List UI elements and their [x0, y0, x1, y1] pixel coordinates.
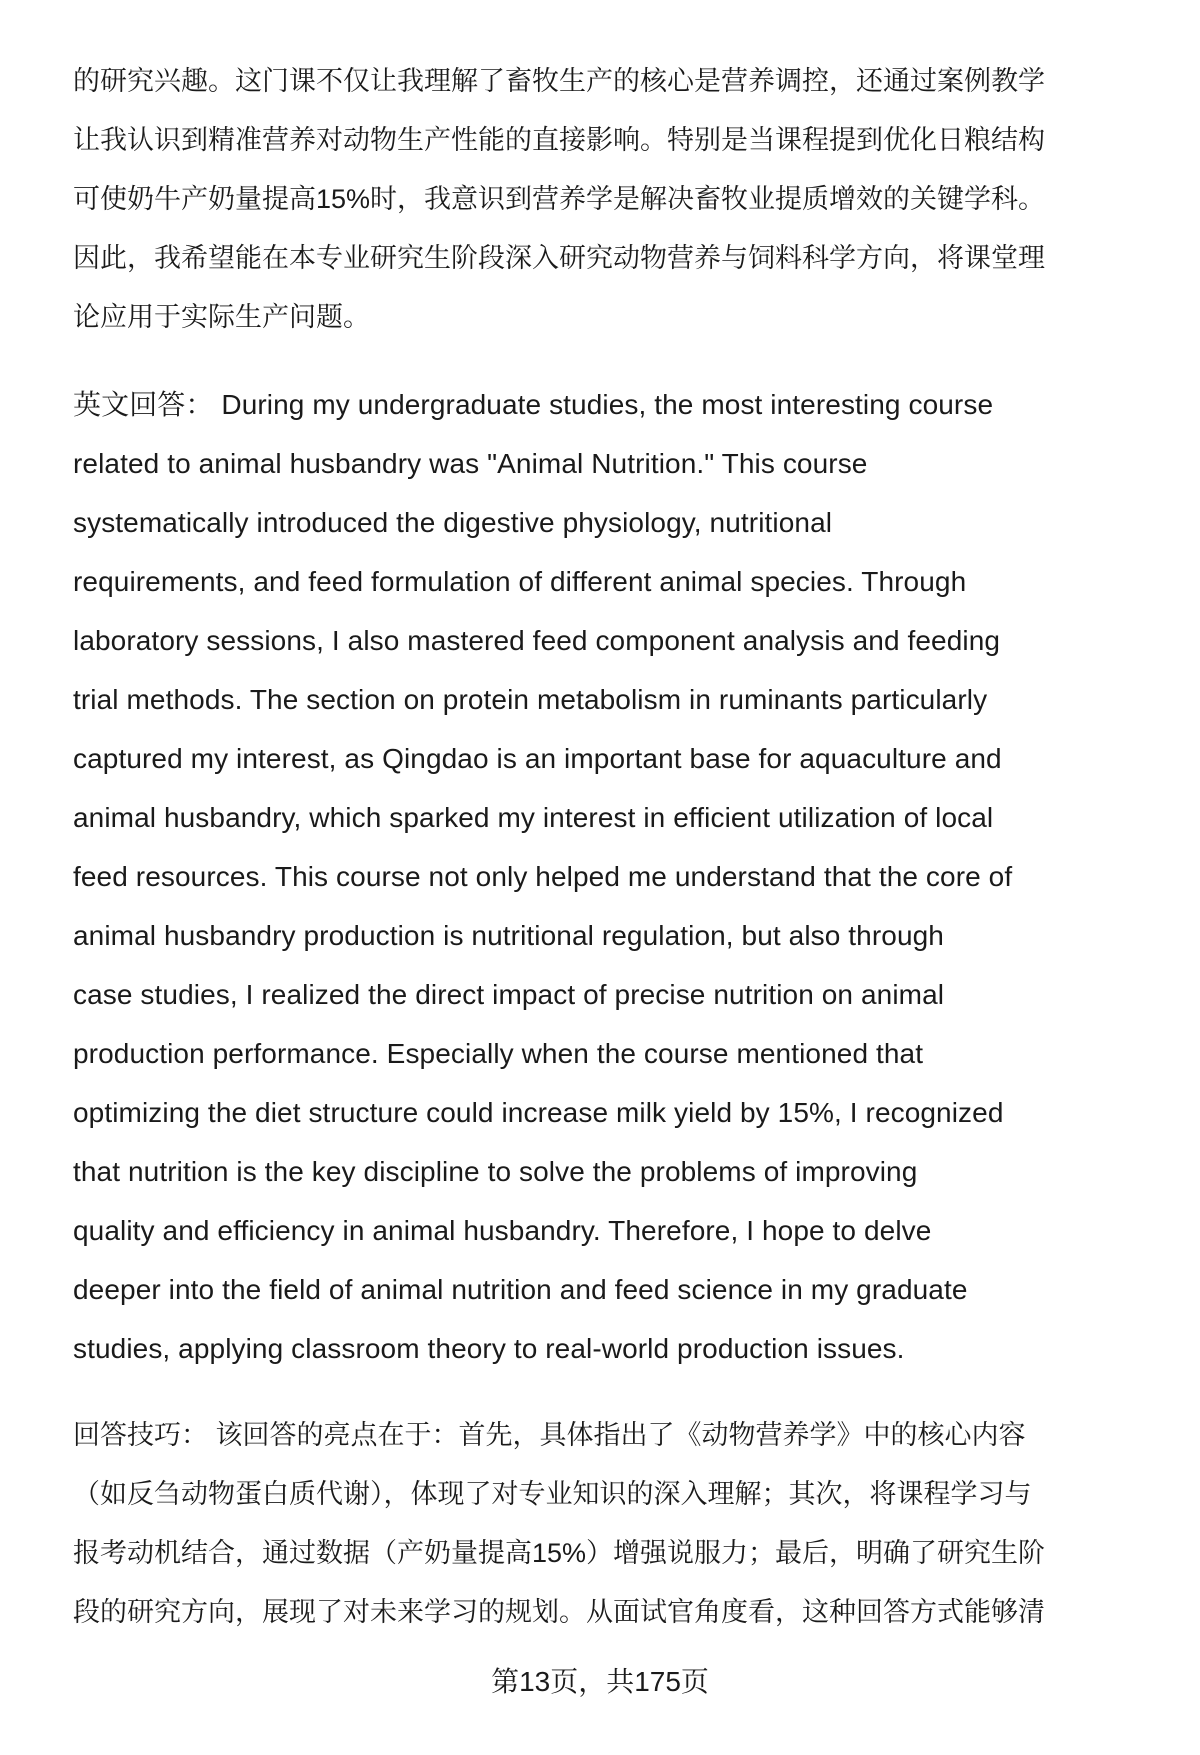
- text-line: animal husbandry, which sparked my interest in efficient utilization of local: [73, 802, 994, 833]
- text-line: trial methods. The section on protein metabolism in ruminants particularly: [73, 684, 988, 715]
- text-line: optimizing the diet structure could increase milk yield by 15%, I recognized: [73, 1097, 1004, 1128]
- text-line: captured my interest, as Qingdao is an important base for aquaculture and: [73, 743, 1002, 774]
- text-line: related to animal husbandry was "Animal Nutrition." This course: [73, 448, 868, 479]
- text-line: 段的研究方向，展现了对未来学习的规划。从面试官角度看，这种回答方式能够清: [73, 1597, 1045, 1627]
- text-line: 回答技巧： 该回答的亮点在于：首先，具体指出了《动物营养学》中的核心内容: [73, 1420, 1026, 1450]
- text-line: requirements, and feed formulation of different animal species. Through: [73, 566, 967, 597]
- english-answer-paragraph: [73, 375, 1143, 1378]
- text-line: deeper into the field of animal nutrition and feed science in my graduate: [73, 1274, 968, 1305]
- text-line: 报考动机结合，通过数据（产奶量提高15%）增强说服力；最后，明确了研究生阶: [73, 1538, 1046, 1568]
- text-line: quality and efficiency in animal husbandry. Therefore, I hope to delve: [73, 1215, 932, 1246]
- text-line: systematically introduced the digestive physiology, nutritional: [73, 507, 833, 538]
- text-line: 因此，我希望能在本专业研究生阶段深入研究动物营养与饲料科学方向，将课堂理: [73, 243, 1045, 273]
- chinese-answer-paragraph: [73, 52, 1143, 347]
- text-line: feed resources. This course not only helped me understand that the core of: [73, 861, 1013, 892]
- text-line: animal husbandry production is nutritional regulation, but also through: [73, 920, 944, 951]
- text-line: studies, applying classroom theory to real-world production issues.: [73, 1333, 905, 1364]
- answer-tips-paragraph: [73, 1406, 1143, 1642]
- text-line: 让我认识到精准营养对动物生产性能的直接影响。特别是当课程提到优化日粮结构: [73, 125, 1045, 155]
- text-line: （如反刍动物蛋白质代谢），体现了对专业知识的深入理解；其次，将课程学习与: [73, 1479, 1032, 1509]
- text-line: laboratory sessions, I also mastered feed component analysis and feeding: [73, 625, 1001, 656]
- text-line: 可使奶牛产奶量提高15%时，我意识到营养学是解决畜牧业提质增效的关键学科。: [73, 184, 1046, 214]
- text-line: production performance. Especially when the course mentioned that: [73, 1038, 924, 1069]
- text-line: that nutrition is the key discipline to solve the problems of improving: [73, 1156, 918, 1187]
- text-line: 的研究兴趣。这门课不仅让我理解了畜牧生产的核心是营养调控，还通过案例教学: [73, 66, 1045, 96]
- text-line: 英文回答： During my undergraduate studies, the most interesting course: [73, 389, 994, 420]
- page-number: 第13页，共175页: [491, 1666, 709, 1697]
- text-line: case studies, I realized the direct impact of precise nutrition on animal: [73, 979, 945, 1010]
- document-body: [73, 52, 1143, 1670]
- text-line: 论应用于实际生产问题。: [73, 302, 370, 332]
